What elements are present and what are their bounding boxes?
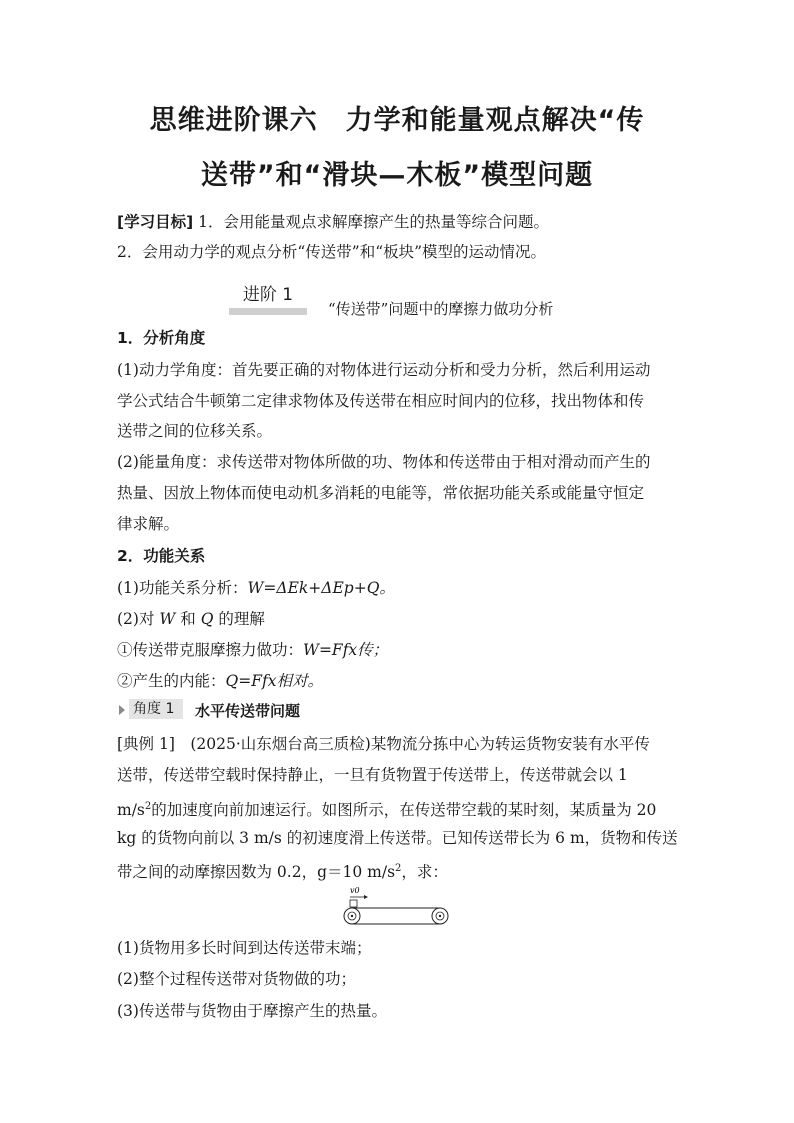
example-line-5 <box>117 859 448 882</box>
energy-formula-4: Q=Ffx相对。 <box>225 672 323 690</box>
objectives-label: [学习目标] <box>117 213 194 231</box>
section-tag: 进阶 1 <box>229 284 307 315</box>
velocity-label: v0 <box>350 886 360 895</box>
energy-heading: 2．功能关系 <box>117 547 206 565</box>
analysis-p2-line-3: 律求解。 <box>117 515 180 533</box>
symbol-w: W <box>159 610 176 628</box>
example-line-3 <box>117 797 656 820</box>
example-line-3-text: 的加速度向前加速运行。如图所示，在传送带空载的某时刻，某质量为 20 <box>151 801 657 819</box>
left-pulley-axle <box>351 915 353 917</box>
energy-line-2-post: 的理解 <box>218 610 265 628</box>
example-line-2: 送带，传送带空载时保持静止，一旦有货物置于传送带上，传送带就会以 1 <box>117 766 628 784</box>
conveyor-belt-figure <box>336 882 456 930</box>
energy-formula-1: W=ΔEk+ΔEp+Q。 <box>247 579 395 597</box>
energy-line-1 <box>117 578 395 598</box>
energy-line-4-text: ②产生的内能： <box>117 672 226 690</box>
page-title-line-2: 送带”和“滑块—木板”模型问题 <box>200 160 594 191</box>
analysis-p1-line-3: 送带之间的位移关系。 <box>117 422 273 440</box>
energy-line-1-text: (1)功能关系分析： <box>117 579 248 597</box>
example-line-3-sup: 2 <box>144 801 152 812</box>
learning-objectives-line-1 <box>117 212 549 232</box>
example-line-5-text: 带之间的动摩擦因数为 0.2，g＝10 m/s <box>117 863 396 881</box>
energy-line-2-pre: (2)对 <box>117 610 155 628</box>
angle-tag: 角度 1 <box>129 699 183 719</box>
question-3: (3)传送带与货物由于摩擦产生的热量。 <box>117 1002 387 1020</box>
question-1: (1)货物用多长时间到达传送带末端； <box>117 939 372 957</box>
angle-title: 水平传送带问题 <box>195 702 301 720</box>
example-line-4: kg 的货物向前以 3 m/s 的初速度滑上传送带。已知传送带长为 6 m，货物和传送 <box>117 829 678 847</box>
energy-line-2 <box>117 609 265 629</box>
objective-2: 2．会用动力学的观点分析“传送带”和“板块”模型的运动情况。 <box>117 243 547 261</box>
energy-formula-3: W=Ffx传； <box>303 641 389 659</box>
example-line-3-unit: m/s <box>117 801 145 819</box>
question-2: (2)整个过程传送带对货物做的功； <box>117 970 356 988</box>
cargo-box <box>350 900 357 907</box>
analysis-p2-line-2: 热量、因放上物体而使电动机多消耗的电能等，常依据功能关系或能量守恒定 <box>117 484 645 502</box>
page-title-line-1: 思维进阶课六 力学和能量观点解决“传 <box>149 105 645 136</box>
energy-line-4 <box>117 671 323 691</box>
example-line-5-sup: 2 <box>395 863 402 874</box>
analysis-p1-line-2: 学公式结合牛顿第二定律求物体及传送带在相应时间内的位移，找出物体和传 <box>117 392 645 410</box>
energy-line-3-text: ①传送带克服摩擦力做功： <box>117 641 304 659</box>
analysis-p1-line-1: (1)动力学角度：首先要正确的对物体进行运动分析和受力分析，然后利用运动 <box>117 361 651 379</box>
analysis-heading: 1．分析角度 <box>117 329 206 347</box>
section-title: “传送带”问题中的摩擦力做功分析 <box>328 300 554 318</box>
example-line-5-end: ，求： <box>401 863 448 881</box>
energy-line-2-mid: 和 <box>180 610 196 628</box>
angle-marker-icon <box>119 705 125 715</box>
velocity-arrowhead-icon <box>364 895 368 899</box>
example-line-1: [典例 1] (2025·山东烟台高三质检)某物流分拣中心为转运货物安装有水平传 <box>117 735 650 753</box>
symbol-q: Q <box>200 610 214 628</box>
right-pulley-axle <box>439 915 441 917</box>
energy-line-3 <box>117 640 388 660</box>
objective-1: 1．会用能量观点求解摩擦产生的热量等综合问题。 <box>198 213 549 231</box>
analysis-p2-line-1: (2)能量角度：求传送带对物体所做的功、物体和传送带由于相对滑动而产生的 <box>117 453 651 471</box>
